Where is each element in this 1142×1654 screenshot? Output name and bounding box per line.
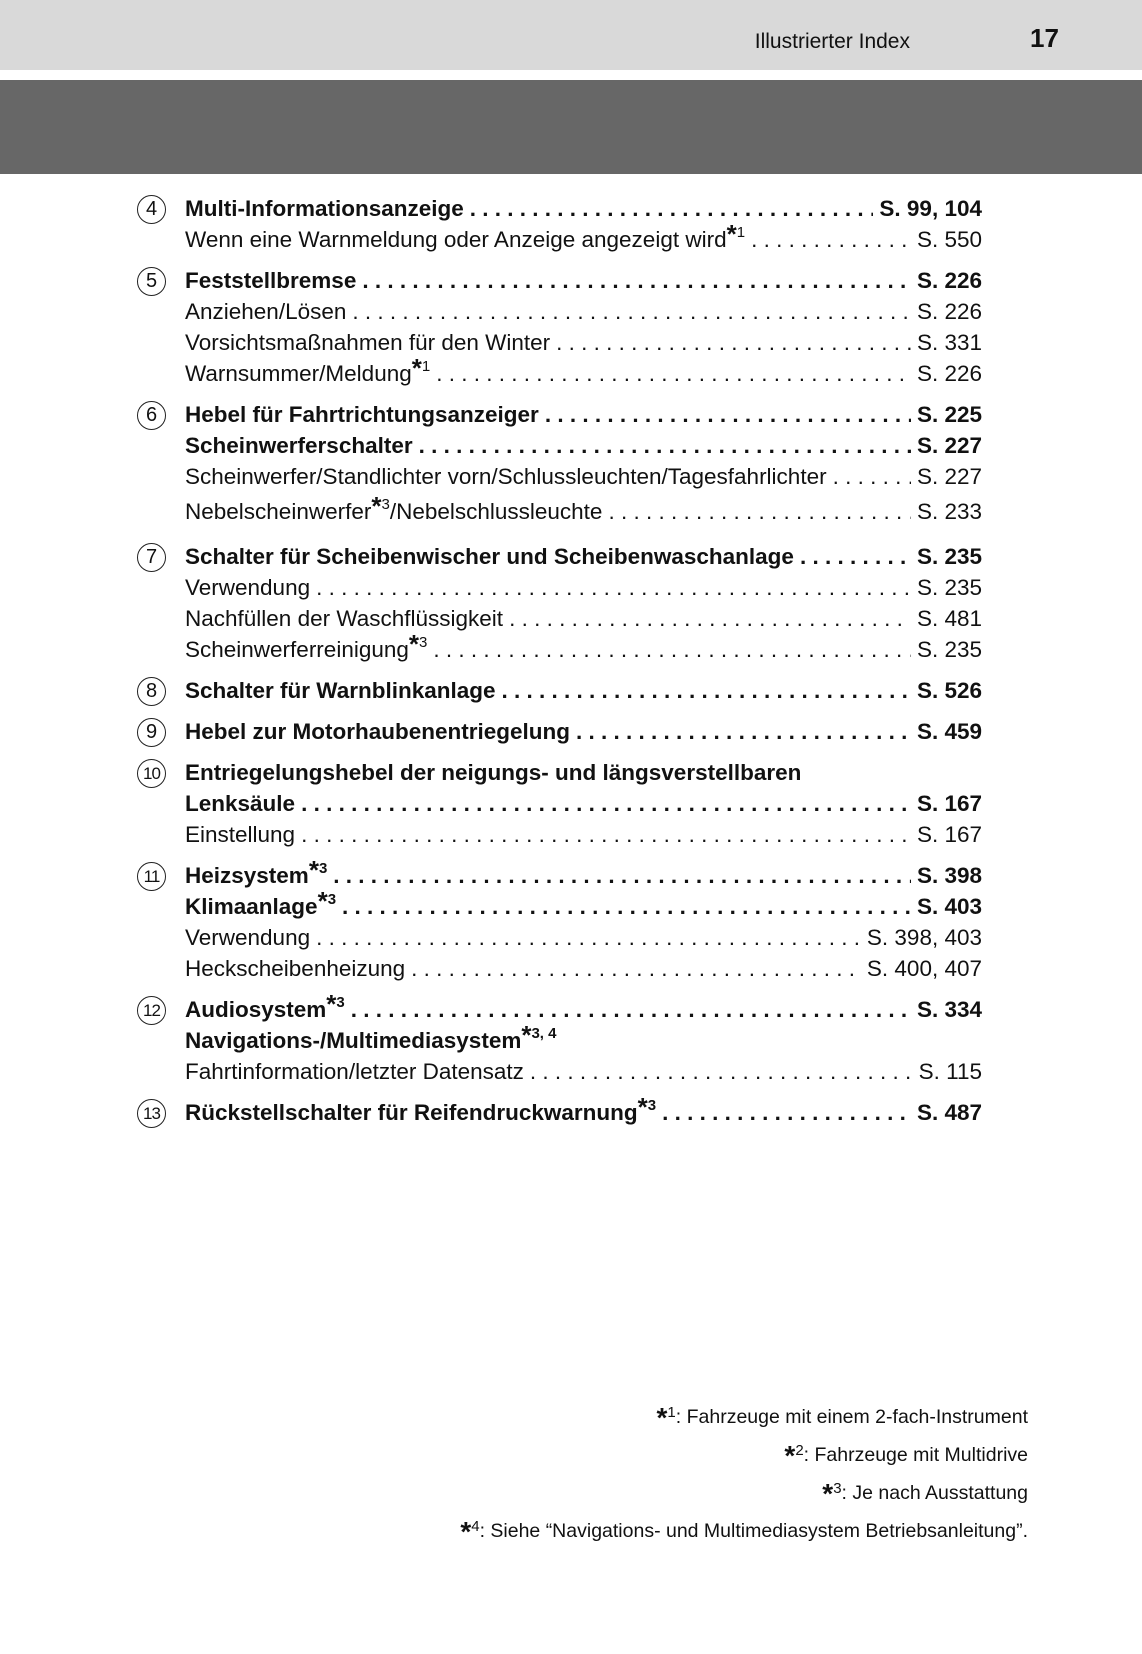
dot-leader [301,788,911,819]
index-list [137,193,982,1138]
footnote-mark: 4 [471,1518,480,1535]
header-bar [0,0,1142,70]
callout-number: 13 [137,1099,166,1128]
entry-label: Heizsystem$^{*3}$ [185,855,328,888]
dot-leader [470,193,874,224]
dot-leader [352,296,911,327]
page-reference: S. 226 [916,268,982,293]
index-entry [185,819,982,850]
page-reference: S. 225 [916,402,982,427]
entry-label: Nachfüllen der Waschflüssigkeit [185,606,504,631]
dot-leader [333,860,911,891]
entry-label: Scheinwerfer/Standlichter vorn/Schlussleuchten/Tagesfahrlichter [185,464,827,489]
page-reference: S. 227 [916,464,982,489]
page-reference: S. 226 [916,299,982,324]
dot-leader [608,492,911,531]
page-reference: S. 398, 403 [866,925,982,950]
footnote-star: * [822,1478,834,1509]
footnote-text: : Je nach Ausstattung [841,1482,1028,1504]
entry-label: Scheinwerferreinigung$^{*3}$ [185,629,428,662]
dot-leader [662,1097,911,1128]
page-reference: S. 487 [916,1100,982,1125]
entry-label: Einstellung [185,822,296,847]
dot-leader [502,675,911,706]
footnote-reference: *3 [317,886,337,916]
entry-label: Klimaanlage$^{*3}$ [185,886,337,919]
entry-label: Hebel zur Motorhaubenentriegelung [185,719,571,744]
footnote-text: : Fahrzeuge mit einem 2-fach-Instrument [675,1406,1028,1428]
entry-label: Navigations-/Multimediasystem$^{*3, 4}$ [185,1020,557,1053]
page-reference: S. 459 [916,719,982,744]
page-reference: S. 398 [916,863,982,888]
page-number: 17 [1030,23,1059,53]
dot-leader [342,891,911,922]
section-title: Illustrierter Index [754,30,910,53]
index-entry [185,193,982,224]
index-group [137,265,982,389]
entry-label: Anziehen/Lösen [185,299,347,324]
index-entry [185,1056,982,1087]
dot-leader [833,461,911,492]
entry-label: Nebelscheinwerfer$^{*3}$/Nebelschlussleuchte [185,491,603,524]
footnotes [460,1396,1028,1548]
footnote-reference: *1 [726,219,746,249]
index-entry [185,855,982,891]
callout-number: 7 [137,543,166,572]
callout-number: 8 [137,677,166,706]
index-group [137,193,982,255]
dot-leader [556,327,911,358]
index-entry [185,296,982,327]
callout-number: 12 [137,996,166,1025]
dot-leader [316,572,911,603]
footnote-line [460,1434,1028,1472]
page-reference: S. 235 [916,637,982,662]
section-banner [0,80,1142,174]
entry-label: Entriegelungshebel der neigungs- und längsverstellbaren [185,760,802,785]
entry-label: Verwendung [185,925,311,950]
index-entry [185,716,982,747]
index-entry [185,788,982,819]
callout-number: 9 [137,718,166,747]
index-entry [185,675,982,706]
footnote-text: : Fahrzeuge mit Multidrive [803,1444,1028,1466]
entry-label: Rückstellschalter für Reifendruckwarnung$^{*3}$ [185,1092,657,1125]
footnote-reference: *3 [371,491,390,521]
page-reference: S. 526 [916,678,982,703]
footnote-line [460,1472,1028,1510]
entry-label: Scheinwerferschalter [185,433,413,458]
footnote-mark: 3 [833,1480,842,1497]
entry-label: Schalter für Warnblinkanlage [185,678,496,703]
footnote-reference: *3, 4 [521,1020,557,1050]
page-reference: S. 99, 104 [879,196,982,221]
index-entry [185,492,982,531]
footnote-reference: *3 [326,989,345,1019]
footnote-line [460,1510,1028,1548]
index-entry [185,603,982,634]
index-group [137,989,982,1087]
footnote-star: * [784,1440,796,1471]
index-entry [185,922,982,953]
footnote-reference: *3 [637,1092,657,1122]
footnote-reference: *3 [408,629,428,659]
page-reference: S. 227 [916,433,982,458]
dot-leader [362,265,911,296]
index-entry [185,461,982,492]
entry-label: Heckscheibenheizung [185,956,406,981]
index-entry [185,430,982,461]
footnote-reference: *3 [308,855,328,885]
page-reference: S. 334 [916,997,982,1022]
page-reference: S. 226 [916,361,982,386]
index-entry [185,757,982,788]
page-reference: S. 550 [916,227,982,252]
entry-label: Feststellbremse [185,268,357,293]
dot-leader [576,716,911,747]
callout-number: 6 [137,401,166,430]
index-entry [185,265,982,296]
index-entry [185,989,982,1025]
index-entry [185,1020,982,1056]
index-entry [185,219,982,255]
footnote-text: : Siehe “Navigations- und Multimediasystem Betriebsanleitung”. [479,1520,1028,1542]
entry-label: Hebel für Fahrtrichtungsanzeiger [185,402,539,427]
callout-number: 4 [137,195,166,224]
dot-leader [419,430,911,461]
dot-leader [351,994,911,1025]
entry-label: Wenn eine Warnmeldung oder Anzeige angezeigt wird$^{*1}$ [185,219,746,252]
index-entry [185,953,982,984]
dot-leader [436,358,911,389]
entry-label: Lenksäule [185,791,296,816]
dot-leader [411,953,861,984]
page-reference: S. 235 [916,575,982,600]
callout-number: 5 [137,267,166,296]
index-group [137,1092,982,1128]
dot-leader [301,819,911,850]
page-reference: S. 167 [916,791,982,816]
footnote-mark: 2 [795,1442,804,1459]
dot-leader [530,1056,913,1087]
entry-label: Audiosystem$^{*3}$ [185,989,345,1022]
page-reference: S. 167 [916,822,982,847]
dot-leader [800,541,911,572]
index-group [137,855,982,984]
page-reference: S. 481 [916,606,982,631]
dot-leader [433,634,911,665]
index-entry [185,886,982,922]
page-reference: S. 400, 407 [866,956,982,981]
footnote-line [460,1396,1028,1434]
entry-label: Multi-Informationsanzeige [185,196,464,221]
index-entry [185,327,982,358]
index-entry [185,572,982,603]
page-reference: S. 235 [916,544,982,569]
entry-label: Warnsummer/Meldung$^{*1}$ [185,353,431,386]
dot-leader [509,603,911,634]
footnote-mark: 1 [667,1404,676,1421]
entry-label: Fahrtinformation/letzter Datensatz [185,1059,524,1084]
index-entry [185,1092,982,1128]
page-reference: S. 331 [916,330,982,355]
footnote-star: * [656,1402,668,1433]
index-group [137,716,982,747]
dot-leader [545,399,911,430]
footnote-reference: *1 [411,353,431,383]
index-group [137,757,982,850]
index-entry [185,541,982,572]
entry-label: Vorsichtsmaßnahmen für den Winter [185,330,551,355]
footnote-star: * [460,1516,472,1547]
callout-number: 11 [137,862,166,891]
index-entry [185,399,982,430]
entry-label: Verwendung [185,575,311,600]
index-entry [185,353,982,389]
index-group [137,541,982,665]
index-entry [185,629,982,665]
entry-label: Schalter für Scheibenwischer und Scheibenwaschanlage [185,544,794,569]
dot-leader [751,224,911,255]
index-group [137,399,982,531]
page-reference: S. 115 [918,1059,982,1084]
dot-leader [316,922,861,953]
callout-number: 10 [137,759,166,788]
page-reference: S. 233 [916,499,982,524]
page-reference: S. 403 [916,894,982,919]
index-group [137,675,982,706]
